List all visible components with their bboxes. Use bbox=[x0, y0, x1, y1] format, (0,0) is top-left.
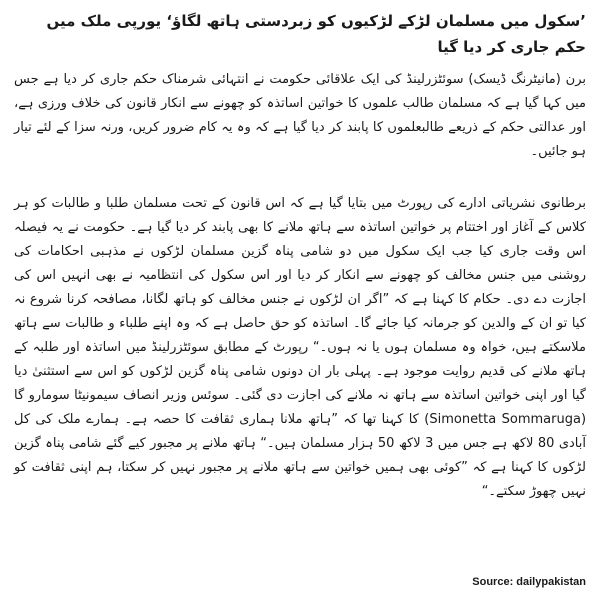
article-paragraph-2: برطانوی نشریاتی ادارے کی رپورٹ میں بتایا گیا ہے کہ اس قانون کے تحت مسلمان طلبا و طالبات کو ہر کلاس کے آغاز اور اختتام پر خواتین اساتذہ سے ہاتھ ملانے کا بھی پابند کر دیا گیا ہے۔ حکومت نے یہ فیصلہ اس وقت جاری کیا جب ایک سکول میں دو شامی پناہ گزین مسلمان لڑکوں نے مذہبی احکامات کی روشنی میں جنس مخالف کو چھونے سے انکار کر دیا اور اس سکول کی انتظامیہ نے بھی انہیں اس کی اجازت دے دی۔ حکام کا کہنا ہے کہ ”اگر ان لڑکوں نے جنس مخالف کو ہاتھ لگانا، مصافحہ کرنا شروع نہ کیا تو ان کے والدین کو جرمانہ کیا جائے گا۔ اساتذہ کو حق حاصل ہے کہ وہ اپنے طلباء و طالبات سے ہاتھ ملاسکتے ہیں، خواہ وہ مسلمان ہوں یا نہ ہوں۔“ رپورٹ کے مطابق سوئٹزرلینڈ میں اساتذہ اور طلبہ کے ہاتھ ملانے کی قدیم روایت موجود ہے۔ پہلی بار ان دونوں شامی پناہ گزین لڑکوں کو اس سے استثنیٰ دیا گیا اور اپنی خواتین اساتذہ سے ہاتھ نہ ملانے کی اجازت دی گئی۔ سوئس وزیر انصاف سیمونیٹا سومارو گا (Simonetta Sommaruga) کا کہنا تھا کہ ”ہاتھ ملانا ہماری ثقافت کا حصہ ہے۔ ہمارے ملک کی کل آبادی 80 لاکھ ہے جس میں 3 لاکھ 50 ہزار مسلمان ہیں۔“ ہاتھ ملانے پر مجبور کیے گئے شامی پناہ گزین لڑکوں کا کہنا ہے کہ ”کوئی بھی ہمیں خواتین سے ہاتھ ملانے پر مجبور نہیں کر سکتا، ہم اپنی ثقافت کو نہیں چھوڑ سکتے۔“ bbox=[14, 196, 587, 499]
article-title: ’سکول میں مسلمان لڑکے لڑکیوں کو زبردستی ہاتھ لگاؤ‘ یورپی ملک میں حکم جاری کر دیا گیا bbox=[46, 12, 586, 56]
article-paragraph-1: برن (مانیٹرنگ ڈیسک) سوئٹزرلینڈ کی ایک علاقائی حکومت نے انتہائی شرمناک حکم جاری کر دیا ہے جس میں کہا گیا ہے کہ مسلمان طالب علموں کا خواتین اساتذہ کو چھونے سے انکار قانون کی خلاف ورزی ہے، اور عدالتی حکم کے ذریعے طالبعلموں کا پابند کر دیا گیا ہے کہ وہ یہ کام ضرور کریں، ورنہ سزا کے لئے تیار ہو جائیں۔ bbox=[14, 72, 586, 159]
article bbox=[14, 8, 586, 518]
source-credit: Source: dailypakistan bbox=[472, 576, 586, 588]
